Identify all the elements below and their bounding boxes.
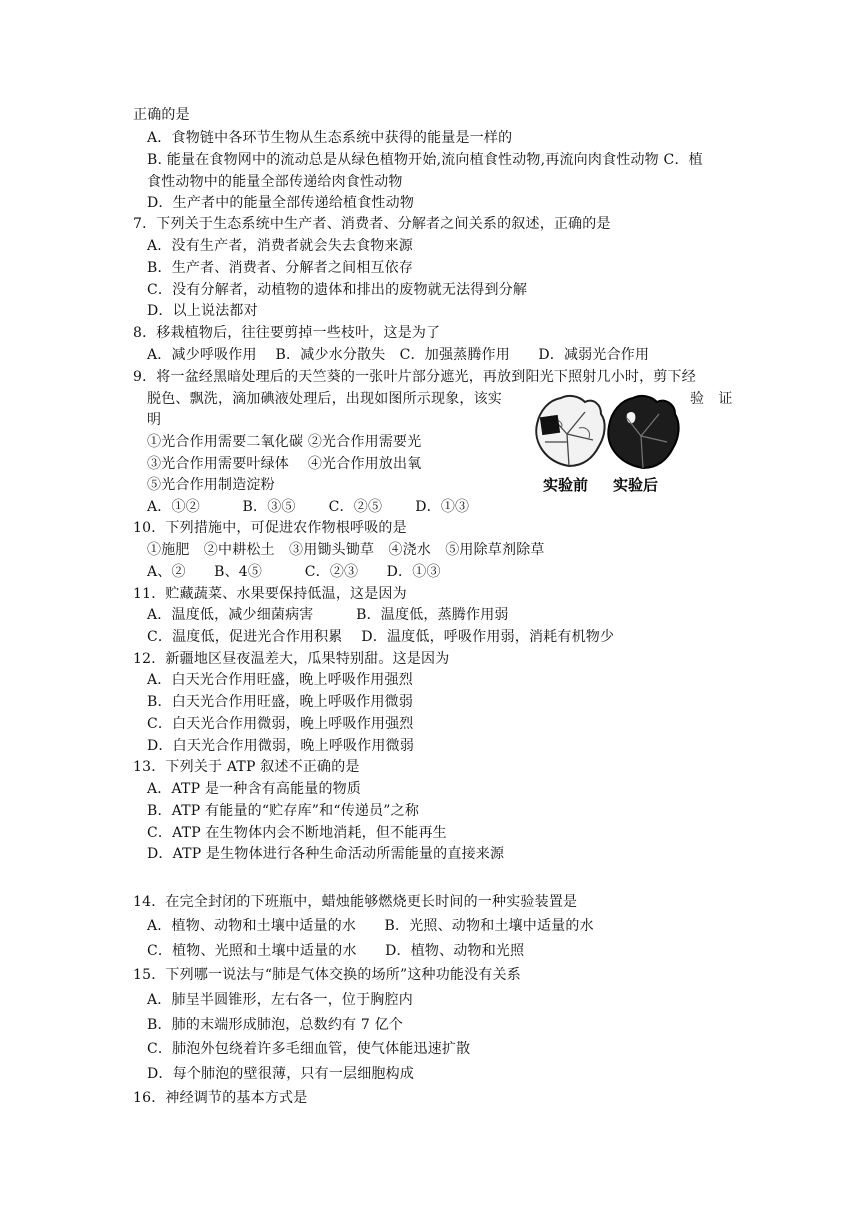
option-line: D．生产者中的能量全部传递给植食性动物: [147, 195, 415, 211]
option-line: A．肺呈半圆锥形，左右各一，位于胸腔内: [147, 992, 413, 1008]
option-line: ③光合作用需要叶绿体 ④光合作用放出氧: [147, 456, 422, 472]
question-line: 16．神经调节的基本方式是: [133, 1090, 308, 1106]
leaf-after-icon: [608, 396, 678, 468]
option-line: D．ATP 是生物体进行各种生命活动所需能量的直接来源: [147, 846, 505, 862]
question-line: 8．移栽植物后，往往要剪掉一些枝叶，这是为了: [133, 325, 441, 341]
option-line: A．食物链中各环节生物从生态系统中获得的能量是一样的: [147, 130, 513, 146]
option-line: A．植物、动物和土壤中适量的水 B．光照、动物和土壤中适量的水: [147, 918, 594, 934]
option-line: D．白天光合作用微弱，晚上呼吸作用微弱: [147, 738, 415, 754]
option-line: A．①② B．③⑤ C．②⑤ D．①③: [147, 499, 470, 515]
question-line: 14．在完全封闭的下班瓶中，蜡烛能够燃烧更长时间的一种实验装置是: [133, 894, 578, 910]
option-line: C．肺泡外包绕着许多毛细血管，使气体能迅速扩散: [147, 1041, 471, 1057]
option-line: B．白天光合作用旺盛，晚上呼吸作用微弱: [147, 694, 414, 710]
option-line: ①光合作用需要二氧化碳 ②光合作用需要光: [147, 434, 422, 450]
text-line: 食性动物中的能量全部传递给肉食性动物: [147, 174, 403, 190]
question-line: 13．下列关于 ATP 叙述不正确的是: [133, 759, 360, 775]
option-line: C．ATP 在生物体内会不断地消耗，但不能再生: [147, 825, 447, 841]
option-line: C．白天光合作用微弱，晚上呼吸作用强烈: [147, 716, 414, 732]
option-line: A．没有生产者，消费者就会失去食物来源: [147, 238, 413, 254]
option-line: A．白天光合作用旺盛，晚上呼吸作用强烈: [147, 672, 413, 688]
question-line: 12．新疆地区昼夜温差大，瓜果特别甜。这是因为: [133, 651, 450, 667]
question-line: 7．下列关于生态系统中生产者、消费者、分解者之间关系的叙述，正确的是: [133, 216, 611, 232]
option-line: A、② B、4⑤ C．②③ D．①③: [147, 564, 441, 580]
question-line: 9．将一盆经黑暗处理后的天竺葵的一张叶片部分遮光，再放到阳光下照射几小时，剪下经: [133, 369, 696, 385]
question-line: 11．贮藏蔬菜、水果要保持低温，这是因为: [133, 586, 407, 602]
text-line: 验 证: [690, 391, 733, 407]
question-line: 10．下列措施中，可促进农作物根呼吸的是: [133, 520, 407, 536]
option-line: C．没有分解者，动植物的遗体和排出的废物就无法得到分解: [147, 282, 528, 298]
label-before: 实验前: [543, 476, 589, 494]
leaf-illustration: [531, 392, 681, 474]
option-line: A．温度低，减少细菌病害 B．温度低，蒸腾作用弱: [147, 607, 509, 623]
label-after: 实验后: [613, 476, 659, 494]
option-line: B．ATP 有能量的“贮存库”和“传递员”之称: [147, 803, 420, 819]
option-line: B. 能量在食物网中的流动总是从绿色植物开始,流向植食性动物,再流向肉食性动物 C．植: [147, 152, 703, 168]
question-line: 15．下列哪一说法与“肺是气体交换的场所”这种功能没有关系: [133, 967, 521, 983]
option-line: B．生产者、消费者、分解者之间相互依存: [147, 260, 414, 276]
option-line: B．肺的末端形成肺泡，总数约有 7 亿个: [147, 1017, 404, 1033]
option-line: C．温度低，促进光合作用积累 D．温度低，呼吸作用弱，消耗有机物少: [147, 629, 615, 645]
text-line: 脱色、飘洗，滴加碘液处理后，出现如图所示现象，该实: [147, 391, 502, 407]
text-line: ①施肥 ②中耕松土 ③用锄头锄草 ④浇水 ⑤用除草剂除草: [147, 542, 545, 558]
leaf-experiment-figure: [531, 392, 681, 498]
text-line: 正确的是: [133, 107, 190, 123]
option-line: C．植物、光照和土壤中适量的水 D．植物、动物和光照: [147, 943, 525, 959]
option-line: D．以上说法都对: [147, 303, 258, 319]
light-shield-icon: [540, 415, 560, 435]
option-line: ⑤光合作用制造淀粉: [147, 477, 275, 493]
option-line: D．每个肺泡的壁很薄，只有一层细胞构成: [147, 1066, 415, 1082]
option-line: A．减少呼吸作用 B．减少水分散失 C．加强蒸腾作用 D．减弱光合作用: [147, 347, 650, 363]
text-line: 明: [147, 412, 162, 428]
option-line: A．ATP 是一种含有高能量的物质: [147, 781, 362, 797]
